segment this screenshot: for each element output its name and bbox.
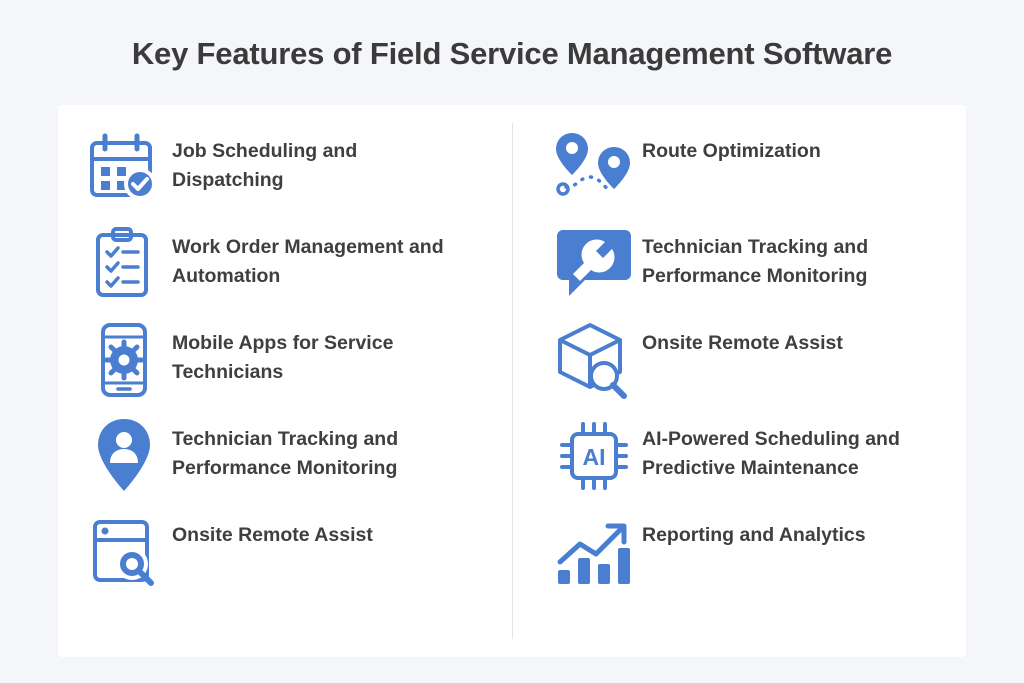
wrench-chat-icon xyxy=(546,223,642,305)
left-column xyxy=(58,105,512,657)
mobile-gear-icon xyxy=(76,319,172,401)
right-column xyxy=(512,105,966,657)
feature-onsite-remote-assist-left xyxy=(76,511,496,593)
feature-technician-tracking-right xyxy=(546,223,950,305)
svg-text:AI: AI xyxy=(582,444,606,470)
feature-label: AI-Powered Scheduling and Predictive Maintenance xyxy=(642,428,900,479)
features-card xyxy=(58,105,966,657)
map-pin-person-icon xyxy=(76,415,172,497)
feature-label: Onsite Remote Assist xyxy=(642,332,843,354)
feature-mobile-apps xyxy=(76,319,496,401)
box-search-icon xyxy=(546,319,642,401)
feature-label: Job Scheduling and Dispatching xyxy=(172,140,358,191)
feature-label: Onsite Remote Assist xyxy=(172,524,373,546)
feature-label: Route Optimization xyxy=(642,140,821,162)
growth-chart-icon xyxy=(546,511,642,593)
feature-job-scheduling xyxy=(76,127,496,209)
clipboard-checklist-icon xyxy=(76,223,172,305)
feature-label: Mobile Apps for Service Technicians xyxy=(172,332,394,383)
feature-label: Technician Tracking and Performance Monitoring xyxy=(172,428,399,479)
feature-label: Technician Tracking and Performance Monitoring xyxy=(642,236,869,287)
device-search-icon xyxy=(76,511,172,593)
feature-label: Work Order Management and Automation xyxy=(172,236,444,287)
feature-work-order xyxy=(76,223,496,305)
feature-technician-tracking-left xyxy=(76,415,496,497)
feature-route-optimization xyxy=(546,127,950,209)
route-pins-icon xyxy=(546,127,642,209)
feature-reporting-analytics xyxy=(546,511,950,593)
column-divider xyxy=(512,123,513,639)
ai-chip-icon xyxy=(546,415,642,497)
calendar-check-icon xyxy=(76,127,172,209)
page-title: Key Features of Field Service Management Software xyxy=(131,36,893,71)
feature-onsite-remote-assist-right xyxy=(546,319,950,401)
feature-label: Reporting and Analytics xyxy=(642,524,866,546)
features-columns xyxy=(58,105,966,657)
feature-ai-scheduling xyxy=(546,415,950,497)
